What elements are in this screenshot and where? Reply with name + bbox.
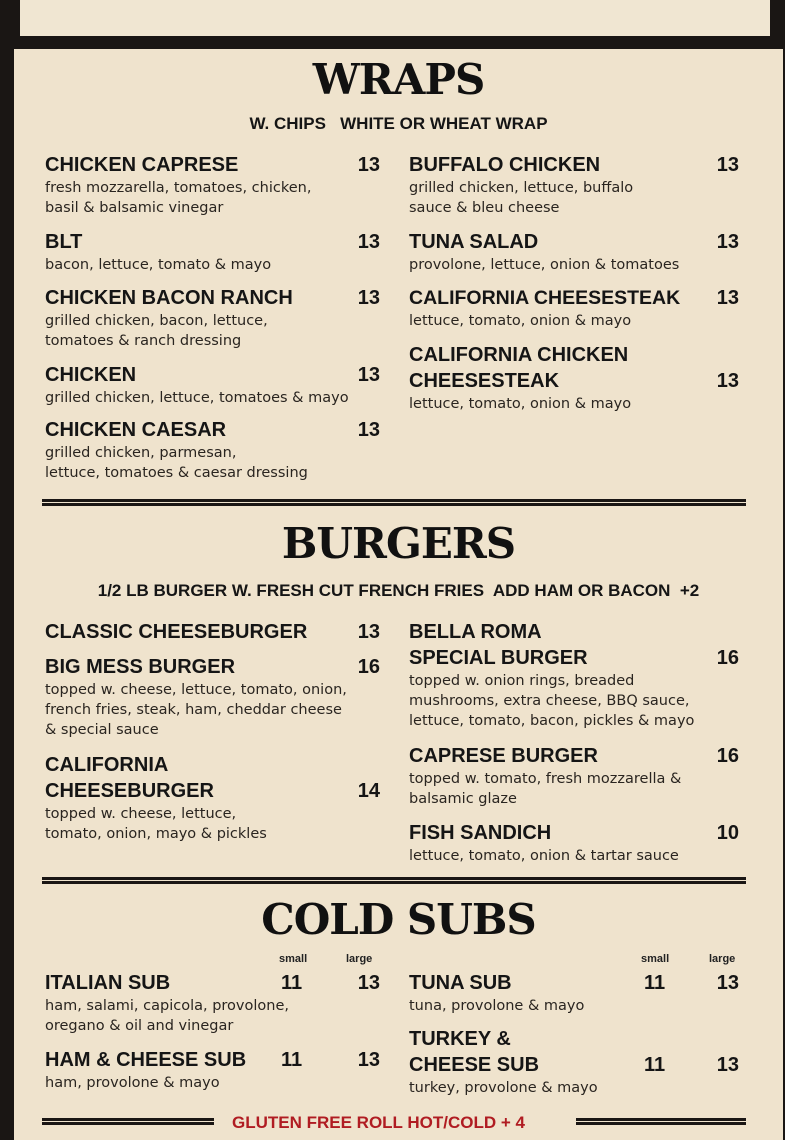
menu-page bbox=[14, 49, 783, 1140]
menu-item: TUNA SALAD 13 provolone, lettuce, onion & tomatoes bbox=[409, 231, 739, 273]
menu-item: HAM & CHEESE SUB 11 13 ham, provolone & mayo bbox=[45, 1049, 380, 1091]
menu-item: ITALIAN SUB 11 13 ham, salami, capicola, provolone, oregano & oil and vinegar bbox=[45, 972, 380, 1034]
menu-item: CHICKEN CAPRESE 13 fresh mozzarella, tomatoes, chicken, basil & balsamic vinegar bbox=[45, 154, 380, 216]
wraps-title: WRAPS bbox=[312, 55, 485, 104]
menu-item: TURKEY & CHEESE SUB 11 13 turkey, provolone & mayo bbox=[409, 1028, 739, 1096]
burgers-title: BURGERS bbox=[281, 519, 516, 568]
section-divider bbox=[42, 877, 746, 884]
burgers-subtitle: 1/2 LB BURGER W. FRESH CUT FRENCH FRIES ADD HAM OR BACON +2 bbox=[97, 581, 700, 600]
section-divider bbox=[42, 499, 746, 506]
size-small-label: small bbox=[279, 953, 308, 965]
previous-page-panel bbox=[20, 0, 770, 36]
menu-item: TUNA SUB 11 13 tuna, provolone & mayo bbox=[409, 972, 739, 1014]
menu-item: BLT 13 bacon, lettuce, tomato & mayo bbox=[45, 231, 380, 273]
menu-item: BELLA ROMA SPECIAL BURGER 16 topped w. onion rings, breaded mushrooms, extra cheese, BBQ sauce, lettuce, tomato, bacon, pickles & mayo bbox=[409, 621, 739, 729]
menu-item: CHICKEN 13 grilled chicken, lettuce, tomatoes & mayo bbox=[45, 364, 380, 406]
menu-item: CHICKEN CAESAR 13 grilled chicken, parmesan, lettuce, tomatoes & caesar dressing bbox=[45, 419, 380, 481]
gluten-free-note: GLUTEN FREE ROLL HOT/COLD + 4 bbox=[232, 1113, 525, 1132]
menu-item: CALIFORNIA CHEESEBURGER 14 topped w. cheese, lettuce, tomato, onion, mayo & pickles bbox=[45, 754, 380, 842]
menu-item: CALIFORNIA CHICKEN CHEESESTEAK 13 lettuce, tomato, onion & mayo bbox=[409, 344, 739, 412]
menu-item: CHICKEN BACON RANCH 13 grilled chicken, bacon, lettuce, tomatoes & ranch dressing bbox=[45, 287, 380, 349]
wraps-subtitle: W. CHIPS WHITE OR WHEAT WRAP bbox=[249, 114, 548, 133]
footer-rule-left bbox=[42, 1118, 214, 1125]
size-small-label: small bbox=[641, 953, 670, 965]
menu-item: BIG MESS BURGER 16 topped w. cheese, lettuce, tomato, onion, french fries, steak, ham, cheddar cheese & special sauce bbox=[45, 656, 380, 738]
menu-item: CALIFORNIA CHEESESTEAK 13 lettuce, tomato, onion & mayo bbox=[409, 287, 739, 329]
menu-item: FISH SANDICH 10 lettuce, tomato, onion & tartar sauce bbox=[409, 822, 739, 864]
size-large-label: large bbox=[709, 953, 736, 965]
menu-item: CLASSIC CHEESEBURGER 13 bbox=[45, 621, 380, 643]
cold-subs-title: COLD SUBS bbox=[261, 895, 536, 944]
footer-rule-right bbox=[576, 1118, 746, 1125]
menu-item: CAPRESE BURGER 16 topped w. tomato, fresh mozzarella & balsamic glaze bbox=[409, 745, 739, 807]
size-large-label: large bbox=[346, 953, 373, 965]
menu-item: BUFFALO CHICKEN 13 grilled chicken, lettuce, buffalo sauce & bleu cheese bbox=[409, 154, 739, 216]
